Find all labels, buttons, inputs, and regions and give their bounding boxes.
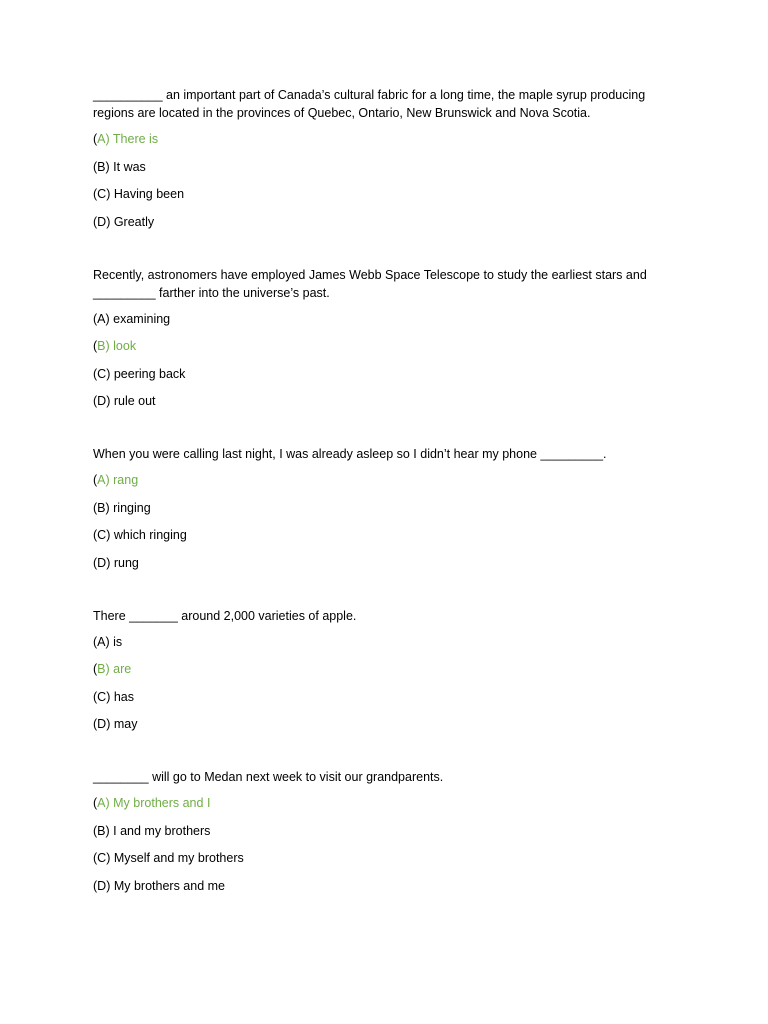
correct-answer-text: A) There is [97,132,159,146]
question-2-text: Recently, astronomers have employed James Webb Space Telescope to study the earliest stars and _________ farther into the universe’s past. [93,267,647,300]
question-3-text: When you were calling last night, I was already asleep so I didn’t hear my phone _________. [93,447,607,461]
question-2-option-c: (C) peering back [93,366,186,381]
question-1-option-d: (D) Greatly [93,214,155,229]
question-5 [93,768,683,895]
question-2-option-b: (B) look [93,339,137,353]
question-3 [93,445,683,572]
question-3-option-a: (A) rang [93,473,139,487]
correct-answer-text: A) rang [97,473,139,487]
question-1-option-b: (B) It was [93,159,146,174]
document-page [93,86,683,904]
question-5-option-c: (C) Myself and my brothers [93,851,244,865]
question-1-option-c: (C) Having been [93,187,185,201]
question-2-option-a: (A) examining [93,311,171,326]
question-1-option-a: (A) There is [93,132,159,146]
question-4-text: There _______ around 2,000 varieties of apple. [93,608,357,623]
question-5-option-b: (B) I and my brothers [93,823,211,838]
question-2-option-d: (D) rule out [93,394,156,408]
question-4-option-b: (B) are [93,662,132,676]
question-4-option-a: (A) is [93,634,123,649]
question-4-option-d: (D) may [93,717,138,731]
question-2 [93,266,683,411]
question-1 [93,86,683,231]
correct-answer-text: B) look [97,339,137,353]
question-1-text: __________ an important part of Canada’s cultural fabric for a long time, the maple syrup producing regions are located in the provinces of Quebec, Ontario, New Brunswick and Nova Scotia. [93,88,646,120]
question-5-option-a: (A) My brothers and I [93,796,211,810]
question-3-option-d: (D) rung [93,555,139,570]
question-5-text: ________ will go to Medan next week to visit our grandparents. [93,770,444,784]
question-3-option-c: (C) which ringing [93,528,187,542]
question-4 [93,607,683,734]
correct-answer-text: B) are [97,662,132,676]
question-5-option-d: (D) My brothers and me [93,878,225,893]
correct-answer-text: A) My brothers and I [97,796,211,810]
question-4-option-c: (C) has [93,689,134,704]
question-3-option-b: (B) ringing [93,500,151,515]
